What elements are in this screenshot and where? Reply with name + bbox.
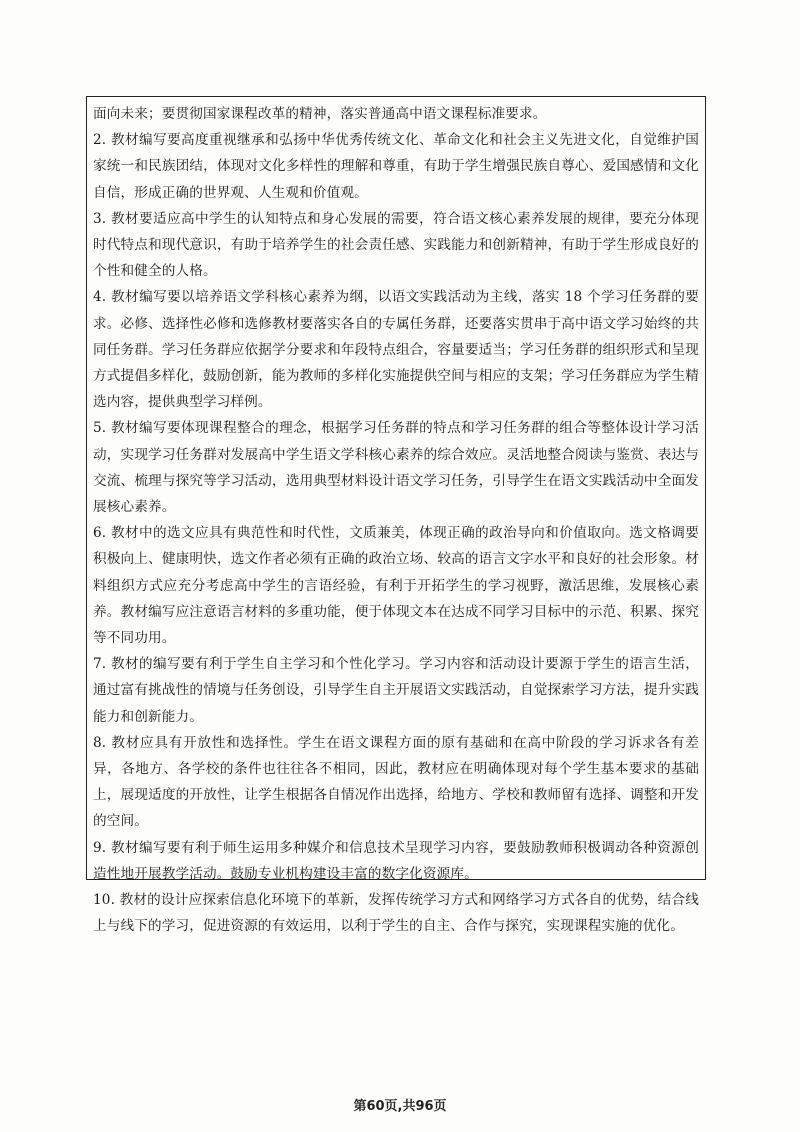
- paragraph-item-10: 10. 教材的设计应探索信息化环境下的革新，发挥传统学习方式和网络学习方式各自的优势，结合线上与线下的学习，促进资源的有效运用，以利于学生的自主、合作与探究，实现课程实施的优化。: [93, 892, 699, 935]
- paragraph-item-2: 2. 教材编写要高度重视继承和弘扬中华优秀传统文化、革命文化和社会主义先进文化，自觉维护国家统一和民族团结，体现对文化多样性的理解和尊重，有助于学生增强民族自尊心、爱国感情和文化自信，形成正确的世界观、人生观和价值观。: [93, 132, 699, 201]
- paragraph-item-9: 9. 教材编写要有利于师生运用多种媒介和信息技术呈现学习内容，要鼓励教师积极调动各种资源创造性地开展教学活动。鼓励专业机构建设丰富的数字化资源库。: [93, 839, 699, 882]
- paragraph-item-6: 6. 教材中的选文应具有典范性和时代性，文质兼美，体现正确的政治导向和价值取向。选文格调要积极向上、健康明快，选文作者必须有正确的政治立场、较高的语言文字水平和良好的社会形象。材料组织方式应充分考虑高中学生的言语经验，有利于开拓学生的学习视野，激活思维，发展核心素养。教材编写应注意语言材料的多重功能，便于体现文本在达成不同学习目标中的示范、积累、探究等不同功用。: [93, 525, 699, 647]
- paragraph-item-4: 4. 教材编写要以培养语文学科核心素养为纲，以语文实践活动为主线，落实 18 个学习任务群的要求。必修、选择性必修和选修教材要落实各自的专属任务群，还要落实贯串于高中语文学习始终的共同任务群。学习任务群应依据学分要求和年段特点组合，容量要适当；学习任务群的组织形式和呈现方式提倡多样化，鼓励创新，能为教师的多样化实施提供空间与相应的支架；学习任务群应为学生精选内容，提供典型学习样例。: [93, 289, 699, 411]
- page-number-footer: 第60页,共96页: [353, 1099, 447, 1114]
- paragraph-item-3: 3. 教材要适应高中学生的认知特点和身心发展的需要，符合语文核心素养发展的规律，要充分体现时代特点和现代意识，有助于培养学生的社会责任感、实践能力和创新精神，有助于学生形成良好的个性和健全的人格。: [93, 210, 699, 280]
- paragraph-item-8: 8. 教材应具有开放性和选择性。学生在语文课程方面的原有基础和在高中阶段的学习诉求各有差异，各地方、各学校的条件也往往各不相同，因此，教材应在明确体现对每个学生基本要求的基础上，展现适度的开放性，让学生根据各自情况作出选择，给地方、学校和教师留有选择、调整和开发的空间。: [93, 734, 699, 830]
- paragraph-continuation: 面向未来；要贯彻国家课程改革的精神，落实普通高中语文课程标准要求。: [93, 106, 547, 122]
- content-box: [86, 96, 706, 935]
- paragraph-item-7: 7. 教材的编写要有利于学生自主学习和个性化学习。学习内容和活动设计要源于学生的语言生活，通过富有挑战性的情境与任务创设，引导学生自主开展语文实践活动，自觉探索学习方法，提升实践能力和创新能力。: [93, 656, 699, 725]
- paragraph-item-5: 5. 教材编写要体现课程整合的理念，根据学习任务群的特点和学习任务群的组合等整体设计学习活动，实现学习任务群对发展高中学生语文学科核心素养的综合效应。灵活地整合阅读与鉴赏、表达与交流、梳理与探究等学习活动，选用典型材料设计语文学习任务，引导学生在语文实践活动中全面发展核心素养。: [93, 420, 699, 516]
